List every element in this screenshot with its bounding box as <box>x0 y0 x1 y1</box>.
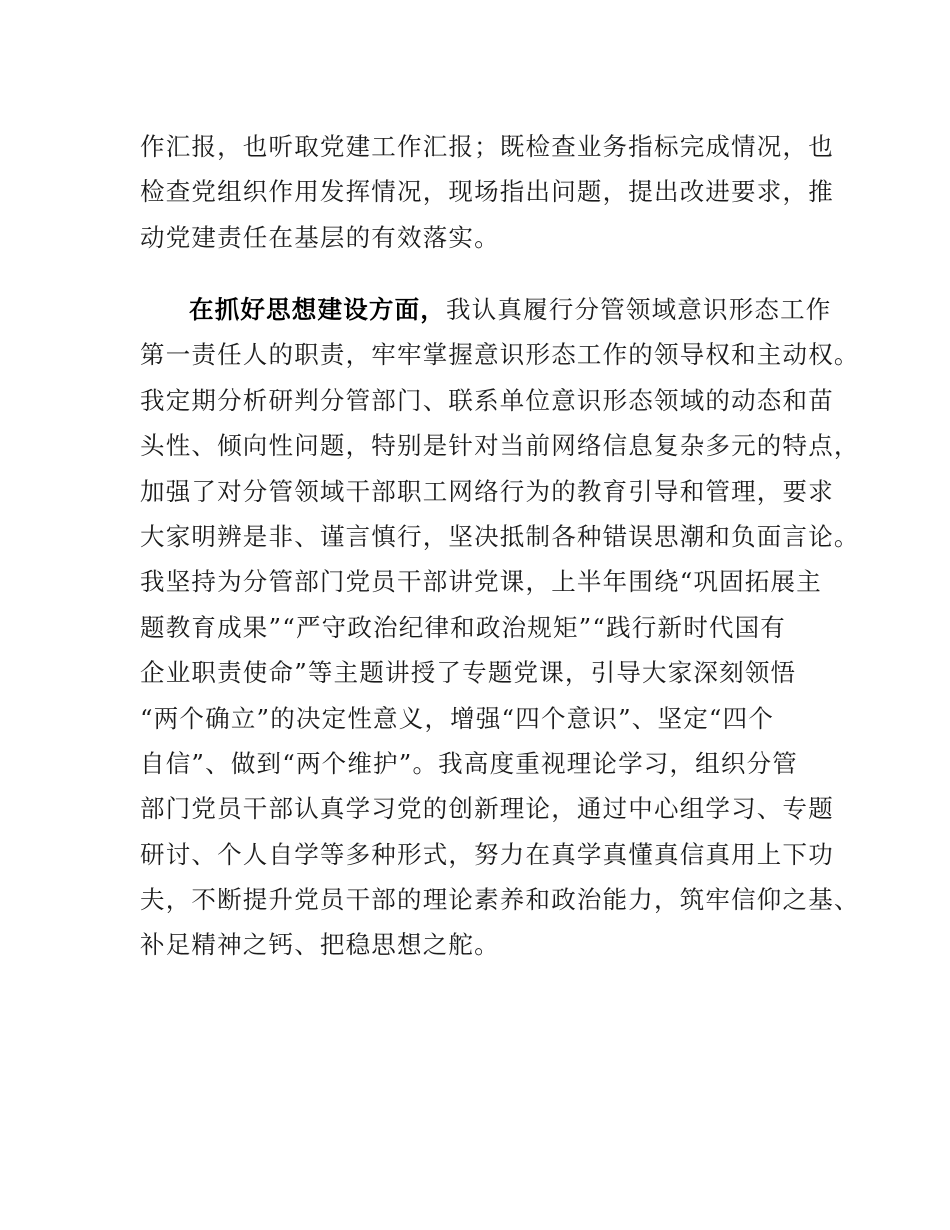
paragraph-1-line: 动党建责任在基层的有效落实。 <box>140 222 500 252</box>
paragraph-2 <box>140 287 860 968</box>
paragraph-1-line: 作汇报，也听取党建工作汇报；既检查业务指标完成情况，也 <box>140 132 834 161</box>
paragraph-2-line: 题教育成果”“严守政治纪律和政治规矩”“践行新时代国有 <box>140 612 786 642</box>
paragraph-2-line: 大家明辨是非、谨言慎行，坚决抵制各种错误思潮和负面言论。 <box>140 521 860 551</box>
paragraph-2-line: 头性、倾向性问题，特别是针对当前网络信息复杂多元的特点， <box>140 431 860 461</box>
paragraph-2-line: 夫，不断提升党员干部的理论素养和政治能力，筑牢信仰之基、 <box>140 885 860 915</box>
paragraph-2-line: “两个确立”的决定性意义，增强“四个意识”、坚定“四个 <box>140 703 775 733</box>
paragraph-2-first-line <box>140 287 830 332</box>
paragraph-2-line: 补足精神之钙、把稳思想之舵。 <box>140 930 500 960</box>
paragraph-2-line: 研讨、个人自学等多种形式，努力在真学真懂真信真用上下功 <box>140 839 834 869</box>
paragraph-2-lead-heading: 在抓好思想建设方面， <box>189 295 446 324</box>
paragraph-2-line: 第一责任人的职责，牢牢掌握意识形态工作的领导权和主动权。 <box>140 340 860 370</box>
paragraph-2-line: 企业职责使命”等主题讲授了专题党课，引导大家深刻领悟 <box>140 658 797 688</box>
paragraph-2-line: 自信”、做到“两个维护”。我高度重视理论学习，组织分管 <box>140 748 798 778</box>
paragraph-2-line: 我坚持为分管部门党员干部讲党课，上半年围绕“巩固拓展主 <box>140 567 822 597</box>
paragraph-1-line: 检查党组织作用发挥情况，现场指出问题，提出改进要求，推 <box>140 177 834 207</box>
paragraph-2-line: 加强了对分管领域干部职工网络行为的教育引导和管理，要求 <box>140 476 834 506</box>
paragraph-1 <box>140 124 834 260</box>
paragraph-2-line: 部门党员干部认真学习党的创新理论，通过中心组学习、专题 <box>140 794 834 824</box>
paragraph-2-line: 我定期分析研判分管部门、联系单位意识形态领域的动态和苗 <box>140 385 834 415</box>
paragraph-2-first-line-text: 我认真履行分管领域意识形态工作 <box>446 295 832 324</box>
